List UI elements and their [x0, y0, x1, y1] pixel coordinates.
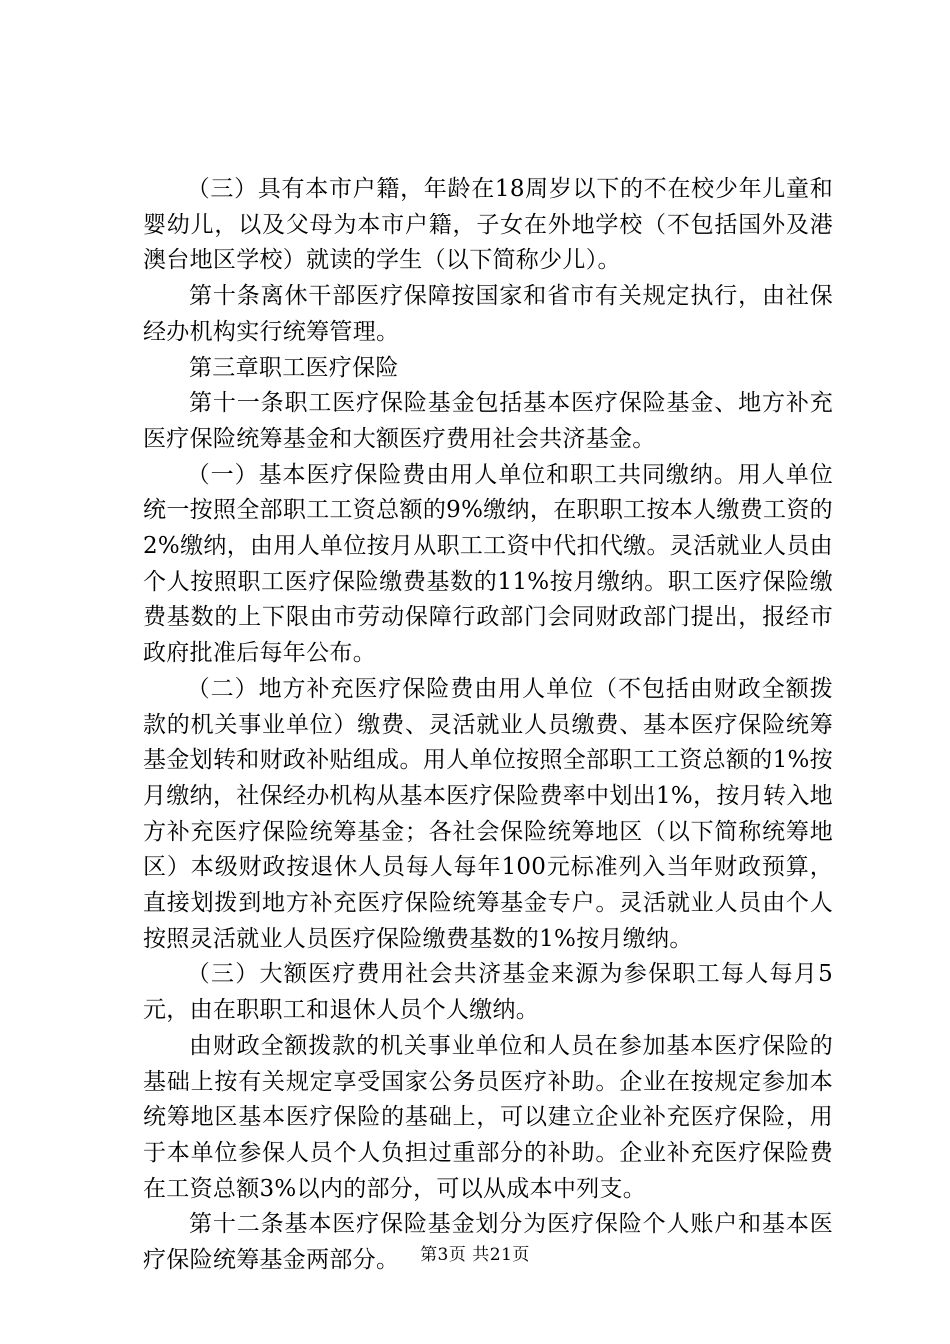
paragraph-article-12: 第十二条基本医疗保险基金划分为医疗保险个人账户和基本医疗保险统筹基金两部分。: [143, 1211, 833, 1274]
paragraph-article-11: 第十一条职工医疗保险基金包括基本医疗保险基金、地方补充医疗保险统筹基金和大额医疗费用社会共济基金。: [143, 390, 833, 452]
paragraph-item-2-local-supplementary: （二）地方补充医疗保险费由用人单位（不包括由财政全额拨款的机关事业单位）缴费、灵活就业人员缴费、基本医疗保险统筹基金划转和财政补贴组成。用人单位按照全部职工工资总额的1%按月缴纳，社保经办机构从基本医疗保险费率中划出1%，按月转入地方补充医疗保险统筹基金；各社会保险统筹地区（以下简称统筹地区）本级财政按退休人员每人每年100元标准列入当年财政预算，直接划拨到地方补充医疗保险统筹基金专户。灵活就业人员由个人按照灵活就业人员医疗保险缴费基数的1%按月缴纳。: [143, 675, 833, 952]
paragraph-item-3-minors: （三）具有本市户籍，年龄在18周岁以下的不在校少年儿童和婴幼儿，以及父母为本市户籍，子女在外地学校（不包括国外及港澳台地区学校）就读的学生（以下简称少儿）。: [143, 176, 833, 274]
chapter-heading-3: 第三章职工医疗保险: [189, 354, 399, 381]
paragraph-civil-servant-subsidy: 由财政全额拨款的机关事业单位和人员在参加基本医疗保险的基础上按有关规定享受国家公务员医疗补助。企业在按规定参加本统筹地区基本医疗保险的基础上，可以建立企业补充医疗保险，用于本单位参保人员个人负担过重部分的补助。企业补充医疗保险费在工资总额3%以内的部分，可以从成本中列支。: [143, 1032, 833, 1202]
paragraph-article-10: 第十条离休干部医疗保障按国家和省市有关规定执行，由社保经办机构实行统筹管理。: [143, 283, 833, 345]
paragraph-item-3-large-medical: （三）大额医疗费用社会共济基金来源为参保职工每人每月5元，由在职职工和退休人员个人缴纳。: [143, 961, 833, 1024]
paragraph-item-1-basic-insurance: （一）基本医疗保险费由用人单位和职工共同缴纳。用人单位统一按照全部职工工资总额的9%缴纳，在职职工按本人缴费工资的2%缴纳，由用人单位按月从职工工资中代扣代缴。灵活就业人员由个人按照职工医疗保险缴费基数的11%按月缴纳。职工医疗保险缴费基数的上下限由市劳动保障行政部门会同财政部门提出，报经市政府批准后每年公布。: [143, 461, 833, 667]
page-number-footer: 第3页 共21页: [420, 1245, 530, 1265]
document-body: [143, 172, 833, 1279]
